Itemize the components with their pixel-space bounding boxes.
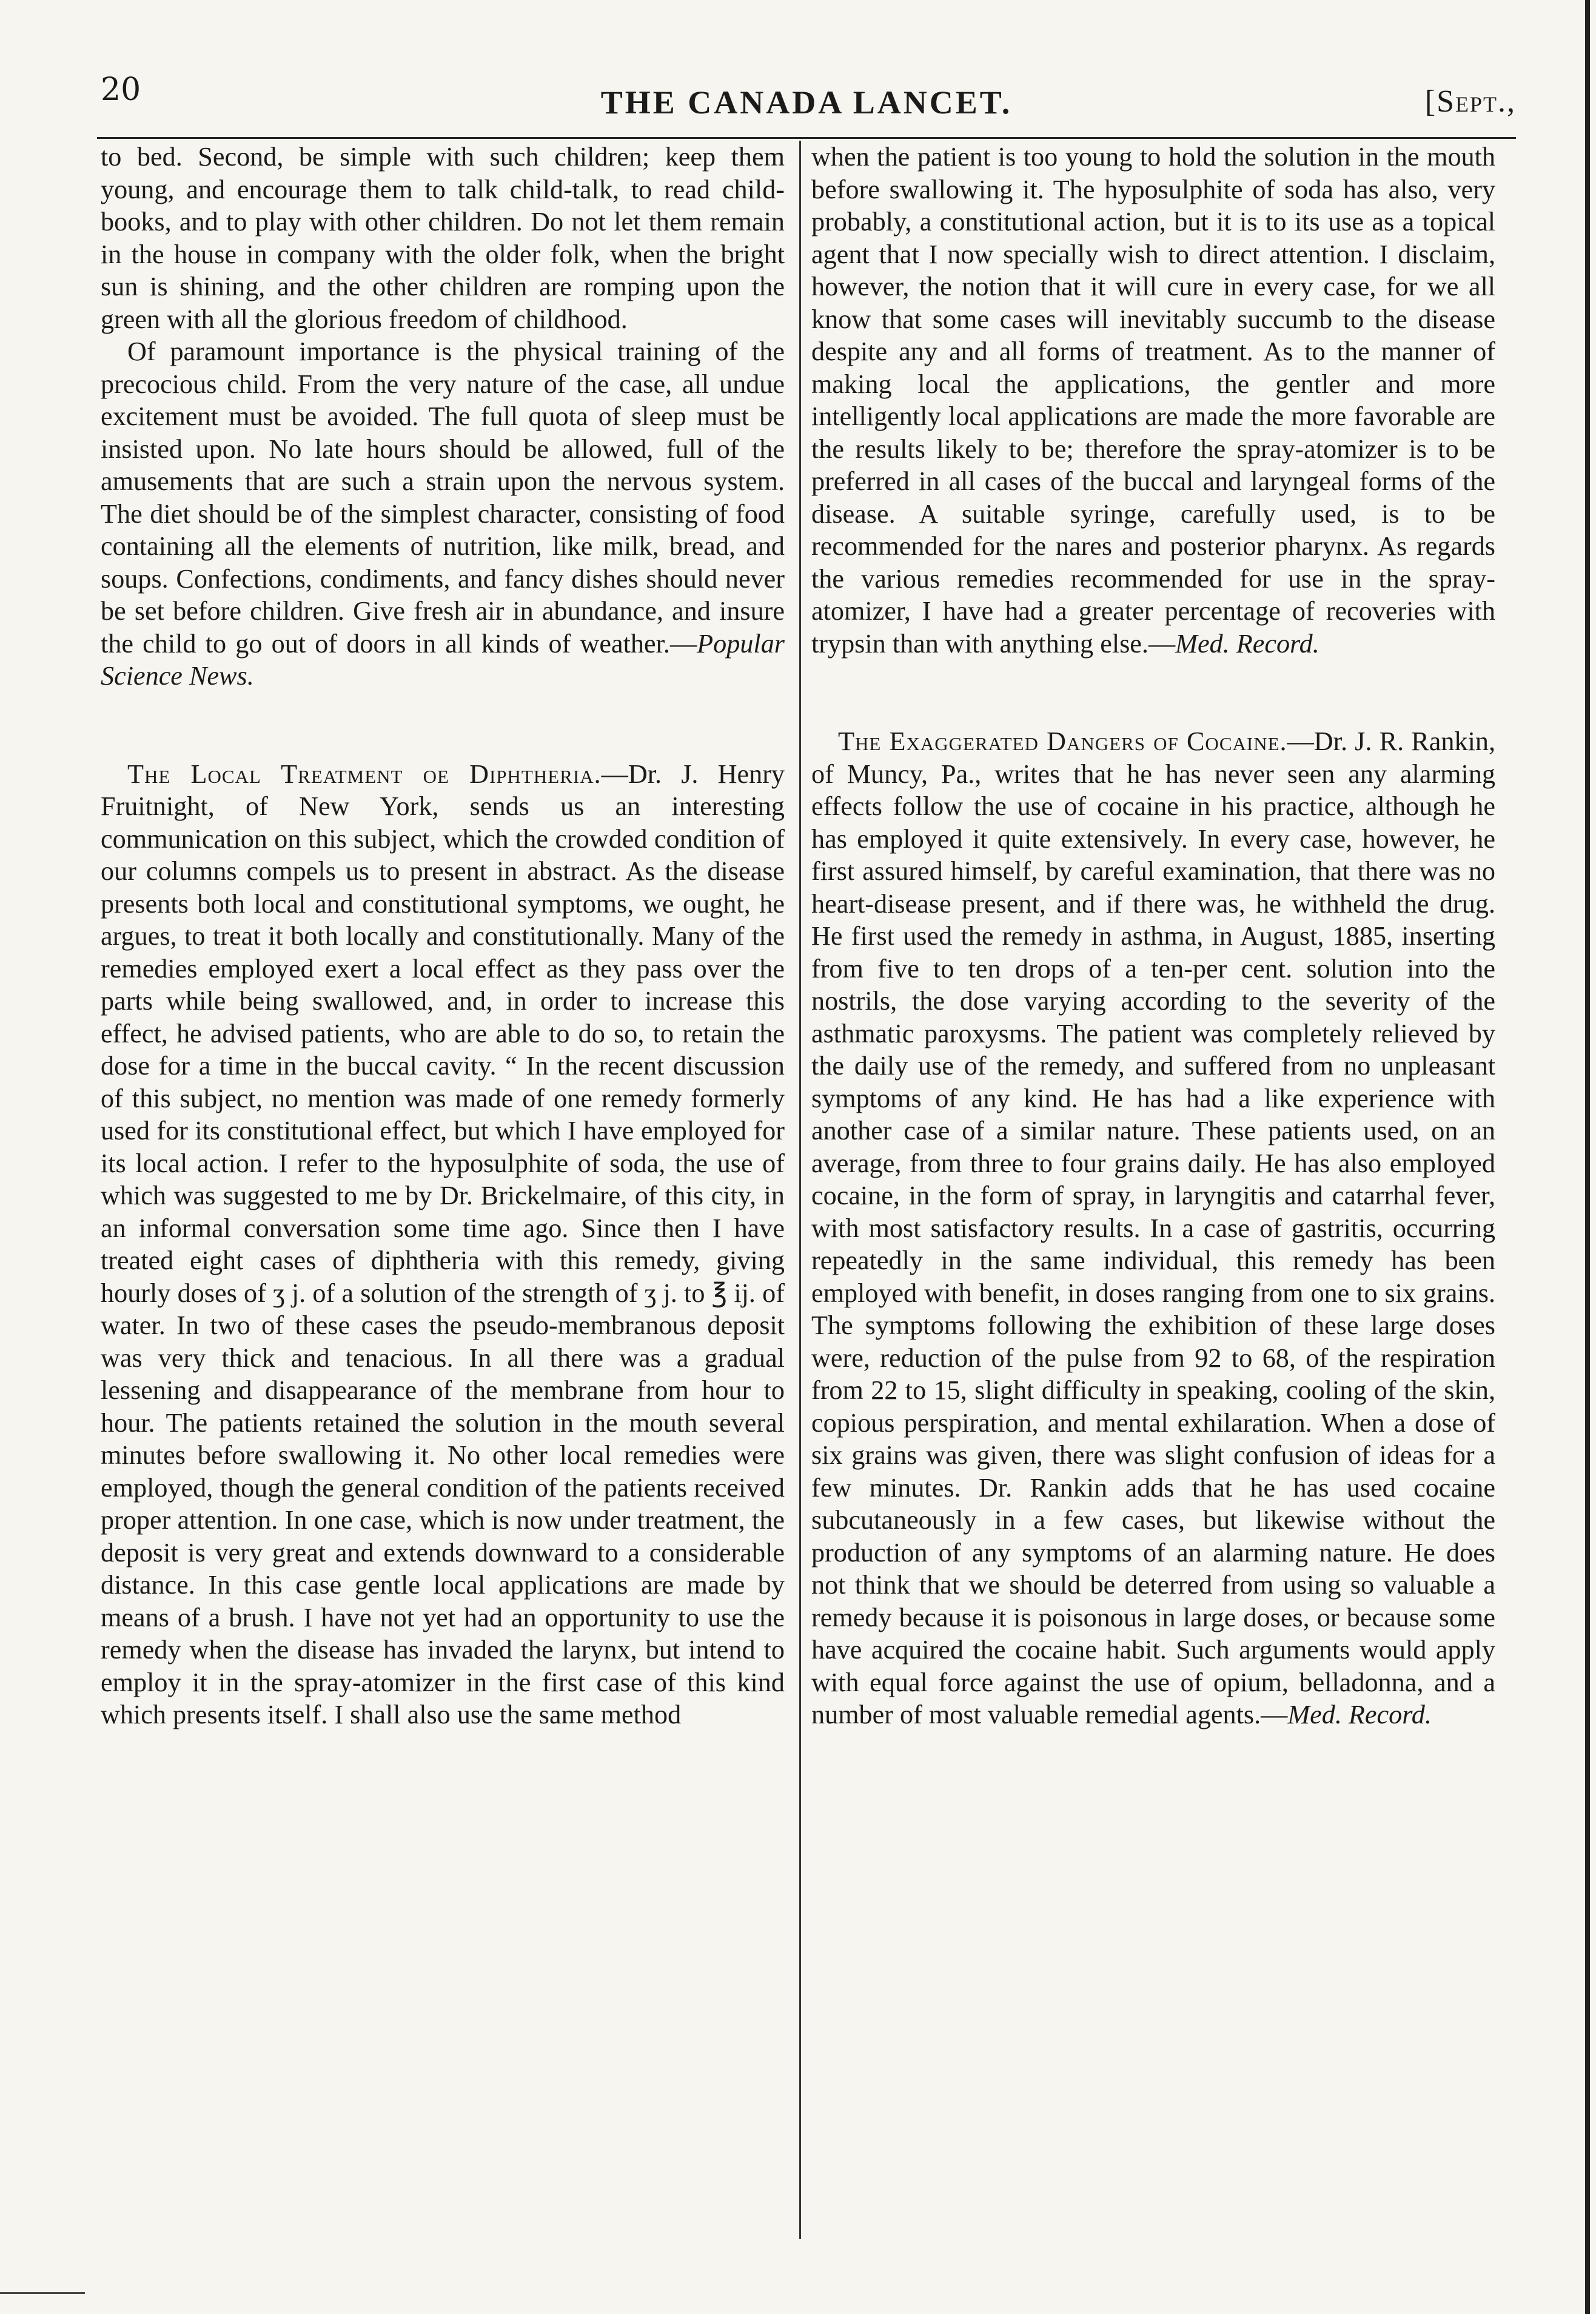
left-paragraph-1: to bed. Second, be simple with such children; keep them young, and encourage them to talk child-talk, to read child-books, and to play with other children. Do not let them remain in the house in company with the older folk, when the bright sun is shining, and the other children are romping upon the green with all the glorious freedom of childhood. xyxy=(101,142,785,334)
right-paragraph-1-text: when the patient is too young to hold the solution in the mouth before swallowing it. The hyposulphite of soda has also, very probably, a constitutional action, but it is to its use as a topical agent that I now specially wish to direct attention. I disclaim, however, the notion that it will cure in every case, for we all know that some cases will inevitably succumb to the disease despite any and all forms of treatment. As to the manner of making local the applications, the gentler and more intelligently local applications are made the more favorable are the results likely to be; therefore the spray-atomizer is to be preferred in all cases of the buccal and laryngeal forms of the disease. A suitable syringe, carefully used, is to be recommended for the nares and posterior pharynx. As regards the various remedies recommended for use in the spray-atomizer, I have had a greater percentage of recoveries with trypsin than with anything else.— xyxy=(811,142,1495,659)
right-column xyxy=(811,141,1495,1731)
right-paragraph-1 xyxy=(811,141,1495,660)
page-header xyxy=(97,72,1516,126)
left-paragraph-2 xyxy=(101,335,785,693)
left-column xyxy=(101,141,785,1731)
left-paragraph-2-text: Of paramount importance is the physical training of the precocious child. From the very nature of the case, all undue excitement must be avoided. The full quota of sleep must be insisted upon. No late hours should be allowed, full of the amusements that are such a strain upon the nervous system. The diet should be of the simplest character, consisting of food containing all the elements of nutrition, like milk, bread, and soups. Confections, condiments, and fancy dishes should never be set before children. Give fresh air in abundance, and insure the child to go out of doors in all kinds of weather.— xyxy=(101,337,785,659)
bottom-rule xyxy=(0,2292,85,2294)
journal-title: THE CANADA LANCET. xyxy=(600,84,1013,121)
article-cocaine-body: —Dr. J. R. Rankin, of Muncy, Pa., writes that he has never seen any alarming effects follow the use of cocaine in his practice, although he has employed it quite extensively. In every case, however, he first assured himself, by careful examination, that there was no heart-disease present, and if there was, he withheld the drug. He first used the remedy in asthma, in August, 1885, inserting from five to ten drops of a ten-per cent. solution into the nostrils, the dose varying according to the severity of the asthmatic paroxysms. The patient was completely relieved by the daily use of the remedy, and suffered from no unpleasant symptoms of any kind. He has had a like experience with another case of a similar nature. These patients used, on an average, from three to four grains daily. He has also employed cocaine, in the form of spray, in laryngitis and catarrhal fever, with most satisfactory results. In a case of gastritis, occurring repeatedly in the same individual, this remedy has been employed with benefit, in doses ranging from one to six grains. The symptoms following the exhibition of these large doses were, reduction of the pulse from 92 to 68, of the respiration from 22 to 15, slight difficulty in speaking, cooling of the skin, copious perspiration, and mental exhilaration. When a dose of six grains was given, there was slight confusion of ideas for a few minutes. Dr. Rankin adds that he has used cocaine subcutaneously in a few cases, but likewise without the production of any symptoms of an alarming nature. He does not think that we should be deterred from using so valuable a remedy because it is poisonous in large doses, or because some have acquired the cocaine habit. Such arguments would apply with equal force against the use of opium, belladonna, and a number of most valuable remedial agents.— xyxy=(811,726,1495,1729)
column-divider xyxy=(799,141,801,2239)
right-paragraph-1-source: Med. Record. xyxy=(1175,628,1319,659)
article-cocaine-title: The Exaggerated Dangers of Cocaine. xyxy=(838,726,1287,756)
article-cocaine-source: Med. Record. xyxy=(1287,1700,1432,1729)
left-paragraph-2-source: Popular Science News. xyxy=(101,628,785,691)
article-cocaine xyxy=(811,725,1495,1731)
scan-edge-border xyxy=(1585,0,1590,2314)
page-number: 20 xyxy=(101,72,141,108)
article-diphtheria-body: —Dr. J. Henry Fruitnight, of New York, sends us an interesting communication on this subject, which the crowded condition of our columns compels us to present in abstract. As the disease presents both local and constitutional symptoms, we ought, he argues, to treat it both locally and constitutionally. Many of the remedies employed exert a local effect as they pass over the parts while being swallowed, and, in order to increase this effect, he advised patients, who are able to do so, to retain the dose for a time in the buccal cavity. “ In the recent discussion of this subject, no mention was made of one remedy formerly used for its constitutional effect, but which I have employed for its local action. I refer to the hyposulphite of soda, the use of which was suggested to me by Dr. Brickelmaire, of this city, in an informal conversation some time ago. Since then I have treated eight cases of diphtheria with this remedy, giving hourly doses of ʒ j. of a solution of the strength of ʒ j. to ℥ ij. of water. In two of these cases the pseudo-membranous deposit was very thick and tenacious. In all there was a gradual lessening and disappearance of the membrane from hour to hour. The patients retained the solution in the mouth several minutes before swallowing it. No other local remedies were employed, though the general condition of the patients received proper attention. In one case, which is now under treatment, the deposit is very great and extends downward to a considerable distance. In this case gentle local applications are made by means of a brush. I have not yet had an opportunity to use the remedy when the disease has invaded the larynx, but intend to employ it in the spray-atomizer in the first case of this kind which presents itself. I shall also use the same method xyxy=(101,759,785,1729)
issue-month: [Sept., xyxy=(1424,84,1516,119)
article-diphtheria-title: The Local Treatment oe Diphtheria. xyxy=(127,759,602,789)
article-diphtheria xyxy=(101,758,785,1731)
header-rule xyxy=(97,137,1516,139)
